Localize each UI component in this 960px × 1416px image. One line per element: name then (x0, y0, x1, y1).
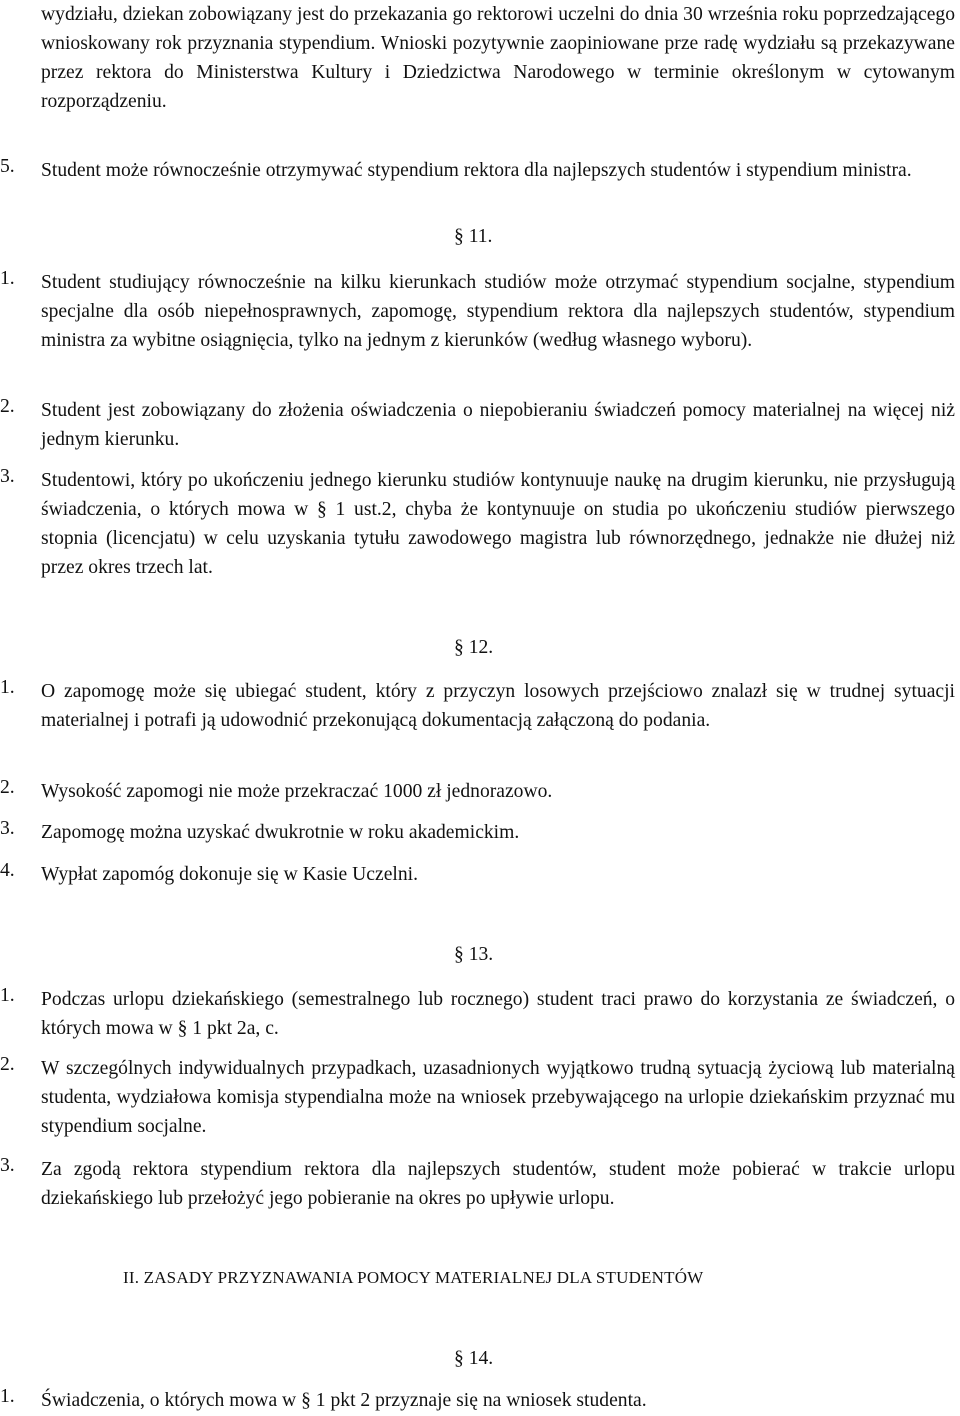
continuation-paragraph: wydziału, dziekan zobowiązany jest do przekazania go rektorowi uczelni do dnia 30 września roku poprzedzającego wnioskowany rok przyznania stypendium. Wnioski pozytywnie zaopiniowane prze radę wydziału są przekazywane przez rektora do Ministerstwa Kultury i Dziedzictwa Narodowego w terminie określonym w cytowanym rozporządzeniu. (41, 4, 955, 112)
list-item (0, 268, 955, 355)
item-text: Świadczenia, o których mowa w § 1 pkt 2 przyznaje się na wniosek studenta. (41, 1390, 647, 1411)
item-number: 4. (0, 860, 15, 881)
section-title-12: § 12. (454, 637, 494, 658)
list-item (0, 1054, 955, 1141)
item-number: 2. (0, 1054, 15, 1075)
item-number: 1. (0, 985, 15, 1006)
list-item (0, 777, 955, 806)
item-text: Za zgodą rektora stypendium rektora dla najlepszych studentów, student może pobierać w trakcie urlopu dziekańskiego lub przełożyć jego pobieranie na okres po upływie urlopu. (41, 1159, 955, 1209)
list-item (0, 985, 955, 1043)
list-item (0, 1155, 955, 1213)
list-item (0, 677, 955, 735)
item-text: Student studiujący równocześnie na kilku kierunkach studiów może otrzymać stypendium socjalne, stypendium specjalne dla osób niepełnosprawnych, zapomogę, stypendium rektora dla najlepszych studentów, stypendium ministra za wybitne osiągnięcia, tylko na jednym z kierunków (według własnego wyboru). (41, 272, 955, 351)
item-number: 3. (0, 1155, 15, 1176)
item-text: W szczególnych indywidualnych przypadkach, uzasadnionych wyjątkowo trudną sytuacją życiową lub materialną studenta, wydziałowa komisja stypendialna może na wniosek przebywającego na urlopie dziekańskim przyznać mu stypendium socjalne. (41, 1058, 955, 1137)
item-text: Podczas urlopu dziekańskiego (semestralnego lub rocznego) student traci prawo do korzystania ze świadczeń, o których mowa w § 1 pkt 2a, c. (41, 989, 955, 1039)
item-text: Student jest zobowiązany do złożenia oświadczenia o niepobieraniu świadczeń pomocy materialnej na więcej niż jednym kierunku. (41, 400, 955, 450)
item-number: 1. (0, 268, 15, 289)
item-number: 3. (0, 466, 15, 487)
list-item (0, 466, 955, 582)
list-item (0, 1386, 955, 1415)
item-number: 1. (0, 677, 15, 698)
list-item (0, 860, 955, 889)
item-text: Studentowi, który po ukończeniu jednego kierunku studiów kontynuuje naukę na drugim kierunku, nie przysługują świadczenia, o których mowa w § 1 ust.2, chyba że kontynuuje on studia po ukończeniu studiów pierwszego stopnia (licencjatu) w celu uzyskania tytułu zawodowego magistra lub równorzędnego, jednakże nie dłużej niż przez okres trzech lat. (41, 470, 955, 578)
item-text: O zapomogę może się ubiegać student, który z przyczyn losowych przejściowo znalazł się w trudnej sytuacji materialnej i potrafi ją udowodnić przekonującą dokumentacją załączoną do podania. (41, 681, 955, 731)
item-number: 5. (0, 156, 15, 177)
item-text: Wysokość zapomogi nie może przekraczać 1000 zł jednorazowo. (41, 781, 553, 802)
item-number: 2. (0, 396, 15, 417)
section-title-14: § 14. (454, 1348, 494, 1369)
list-item (0, 818, 955, 847)
item-text: Student może równocześnie otrzymywać stypendium rektora dla najlepszych studentów i stypendium ministra. (41, 160, 912, 181)
list-item (0, 396, 955, 454)
item-number: 3. (0, 818, 15, 839)
section-title-11: § 11. (454, 226, 493, 247)
item-text: Zapomogę można uzyskać dwukrotnie w roku akademickim. (41, 822, 520, 843)
item-text: Wypłat zapomóg dokonuje się w Kasie Uczelni. (41, 864, 418, 885)
section-title-13: § 13. (454, 944, 494, 965)
list-item (0, 156, 955, 185)
item-number: 1. (0, 1386, 15, 1407)
item-number: 2. (0, 777, 15, 798)
chapter-heading: II. ZASADY PRZYZNAWANIA POMOCY MATERIALNEJ DLA STUDENTÓW (123, 1268, 704, 1287)
